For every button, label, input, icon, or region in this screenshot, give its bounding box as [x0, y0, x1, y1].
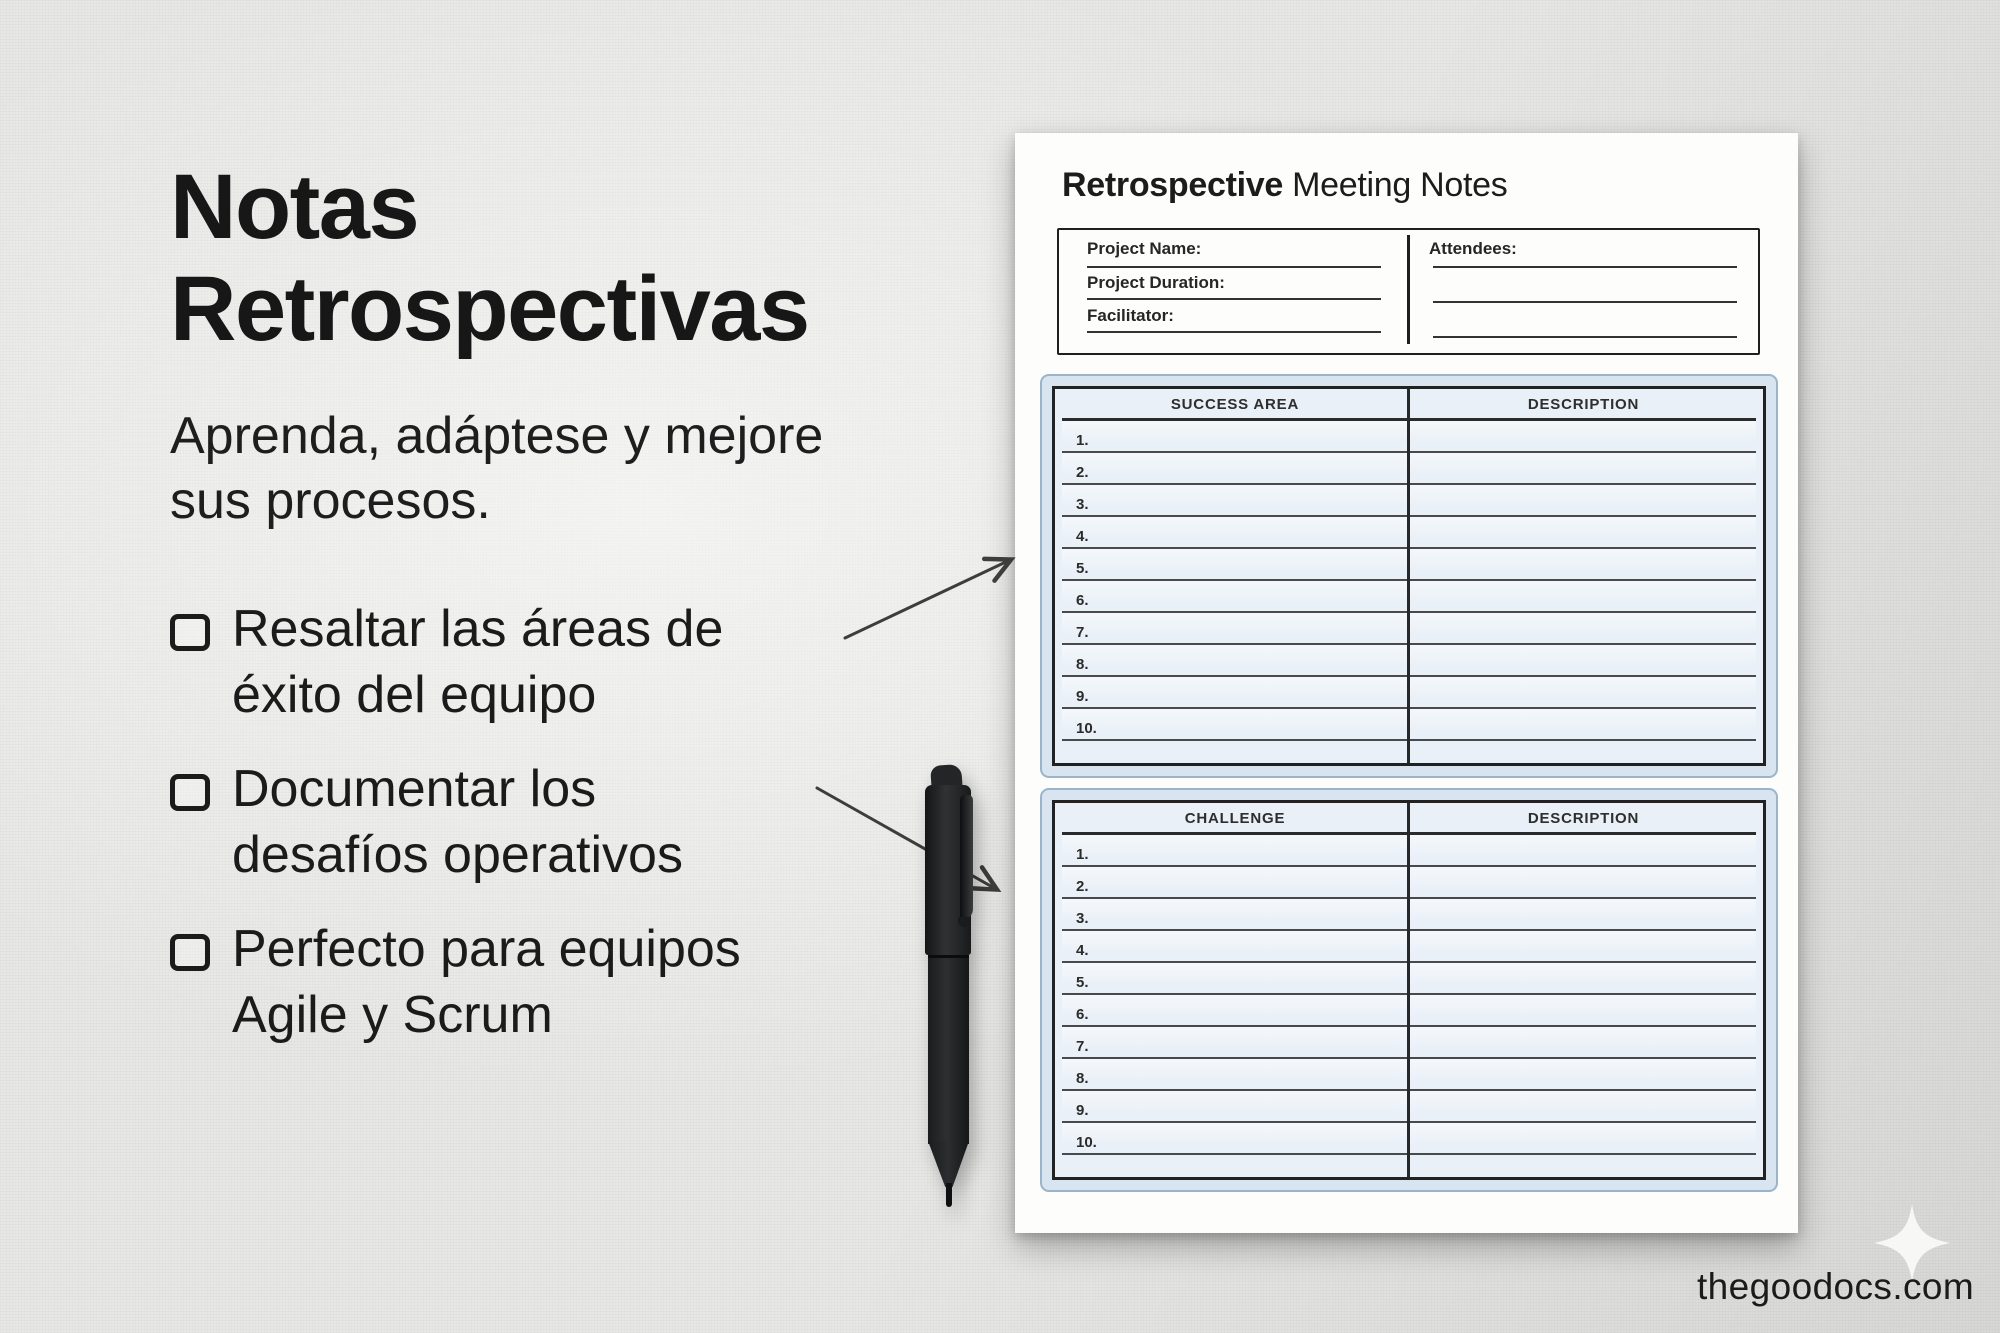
table-row: 4.: [1062, 931, 1756, 963]
table-row: 6.: [1062, 995, 1756, 1027]
pen-tip: [946, 1183, 952, 1207]
column-header: CHALLENGE: [1184, 810, 1286, 827]
column-header: SUCCESS AREA: [1170, 396, 1300, 413]
field-label-project-name: Project Name:: [1087, 239, 1202, 258]
column-header: DESCRIPTION: [1527, 396, 1640, 413]
table-row: 8.: [1062, 645, 1756, 677]
list-item-label: Perfecto para equipos Agile y Scrum: [232, 920, 741, 1044]
table-row: 10.: [1062, 709, 1756, 741]
challenge-table: [1040, 788, 1778, 1192]
pen-image: [922, 765, 976, 1209]
checkbox-icon: [170, 774, 210, 811]
table-row: 3.: [1062, 899, 1756, 931]
write-line: [1433, 266, 1737, 268]
checkbox-icon: [170, 614, 210, 651]
document-title: [1062, 166, 1507, 205]
pen-barrel: [928, 955, 969, 1144]
pen-taper: [928, 1141, 969, 1187]
field-label-facilitator: Facilitator:: [1087, 306, 1174, 325]
table-row: 1.: [1062, 835, 1756, 867]
project-info-box: [1057, 228, 1760, 355]
page-title: Notas Retrospectivas: [170, 156, 809, 360]
table-row: 3.: [1062, 485, 1756, 517]
checkbox-icon: [170, 934, 210, 971]
write-line: [1433, 336, 1737, 338]
success-area-table: [1040, 374, 1778, 778]
table-row: 5.: [1062, 963, 1756, 995]
table-row: 9.: [1062, 1091, 1756, 1123]
table-row: 7.: [1062, 613, 1756, 645]
subtitle: Aprenda, adáptese y mejore sus procesos.: [170, 407, 824, 530]
list-item: [170, 596, 950, 728]
table-row: 9.: [1062, 677, 1756, 709]
info-box-divider: [1407, 235, 1410, 344]
table-row: 1.: [1062, 421, 1756, 453]
write-line: [1433, 301, 1737, 303]
table-row: 2.: [1062, 867, 1756, 899]
field-label-attendees: Attendees:: [1429, 239, 1517, 258]
list-item-label: Resaltar las áreas de éxito del equipo: [232, 600, 724, 724]
document-title-bold: Retrospective: [1062, 166, 1283, 204]
list-item: [170, 756, 950, 888]
pen-clip: [960, 795, 973, 919]
table-row: 8.: [1062, 1059, 1756, 1091]
write-line: [1087, 266, 1381, 268]
table-column-divider: [1407, 803, 1410, 1177]
table-row: 2.: [1062, 453, 1756, 485]
feature-list: [170, 596, 950, 1048]
write-line: [1087, 331, 1381, 333]
document-preview: [1015, 133, 1798, 1233]
list-item-label: Documentar los desafíos operativos: [232, 760, 683, 884]
brand-name: thegoodocs.com: [1697, 1266, 1975, 1307]
left-panel: [170, 156, 950, 1076]
field-label-project-duration: Project Duration:: [1087, 273, 1225, 292]
column-header: DESCRIPTION: [1527, 810, 1640, 827]
document-title-regular: Meeting Notes: [1282, 166, 1508, 204]
write-line: [1087, 298, 1381, 300]
table-row: 5.: [1062, 549, 1756, 581]
table-row: 6.: [1062, 581, 1756, 613]
table-row: 4.: [1062, 517, 1756, 549]
table-row: 7.: [1062, 1027, 1756, 1059]
list-item: [170, 916, 950, 1048]
table-column-divider: [1407, 389, 1410, 763]
table-row: 10.: [1062, 1123, 1756, 1155]
